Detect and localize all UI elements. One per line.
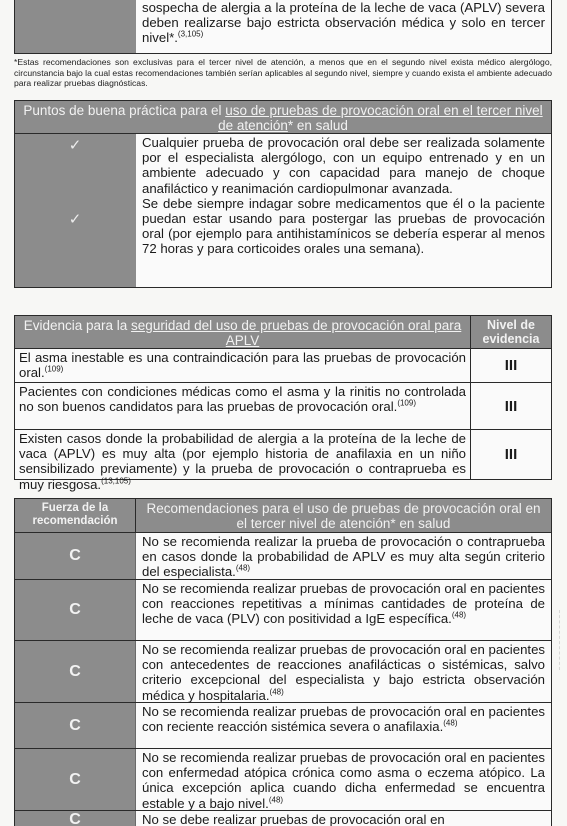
evidence-header [15, 316, 470, 348]
grade-cell: C [15, 641, 136, 702]
grade-cell: C [15, 580, 136, 640]
recommendation-row [15, 810, 551, 826]
recommendation-text [136, 0, 551, 53]
recommendations-table [14, 498, 552, 826]
grade-cell: C [15, 811, 136, 826]
check-icon: ✓ [68, 137, 82, 154]
recommendation-body: No se recomienda realizar pruebas de provocación oral en pacientes con antecedentes de reacciones anafilácticas o sistémicas, salvo criterio excepcional del especialista y bajo estricta observación médica y hospitalaria. [142, 642, 545, 703]
recommendation-text [136, 749, 551, 810]
check-icon: ✓ [68, 211, 82, 228]
recommendation-body: sospecha de alergia a la proteína de la leche de vaca (APLV) severa deben realizarse bajo estricta observación médica y solo en tercer nivel*. [142, 0, 545, 46]
evidence-row [15, 382, 551, 429]
evidence-text [15, 349, 470, 382]
level-header: Nivel de evidencia [470, 316, 551, 348]
good-practice-header [15, 101, 551, 133]
evidence-table [14, 315, 552, 492]
evidence-level: III [470, 383, 551, 429]
evidence-row [15, 429, 551, 492]
evidence-row [15, 348, 551, 382]
reference: (48) [269, 687, 284, 697]
header-text: Puntos de buena práctica para el [23, 103, 226, 118]
recommendation-body: No se recomienda realizar pruebas de provocación oral en pacientes con enfermedad atópica crónica como asma o eczema atópico. La única excepción aplica cuando dicha enfermedad se encuentra estable y a bajo nivel. [142, 750, 545, 811]
recommendation-body: No se recomienda realizar pruebas de provocación oral en pacientes con reciente reacción sistémica severa o anafilaxia. [142, 704, 545, 735]
header-underlined: uso de pruebas de provocación oral en el tercer nivel de atención [218, 103, 543, 133]
grade-cell [15, 0, 136, 53]
reference: (109) [44, 364, 64, 374]
good-practice-texts [136, 134, 551, 287]
recommendation-text [136, 533, 551, 579]
reference: (13,105) [101, 476, 131, 486]
header-underlined: seguridad del uso de pruebas de provocación oral para APLV [131, 318, 462, 348]
evidence-body: Existen casos donde la probabilidad de alergia a la proteína de la leche de vaca (APLV) es muy alta (por ejemplo historia de anafilaxia en un niño sensibilizado previamente) y la prueba de provocación o contraprueba es muy riesgosa. [19, 431, 466, 492]
reference: (48) [235, 564, 251, 574]
footnote: *Estas recomendaciones son exclusivas para el tercer nivel de atención, a menos que en el segundo nivel exista médico alergólogo, circunstancia bajo la cual estas recomendaciones también serían aplicables al segundo nivel, siempre y cuando exista el ambiente adecuado para realizar pruebas diagnósticas. [14, 57, 552, 88]
recommendation-row [15, 532, 551, 579]
grade-cell: C [15, 749, 136, 810]
recommendation-text [136, 580, 551, 640]
evidence-text [15, 430, 470, 492]
evidence-text [15, 383, 470, 429]
recommendation-body: No se recomienda realizar la prueba de provocación o contraprueba en casos donde la probabilidad de APLV es muy alta según criterio del especialista. [142, 534, 545, 580]
recommendation-row [15, 579, 551, 640]
recommendation-body: No se recomienda realizar pruebas de provocación oral en pacientes con reacciones repetitivas a mínimas cantidades de proteína de leche de vaca (PLV) con positividad a IgE específica. [142, 581, 545, 627]
recommendation-text: No se debe realizar pruebas de provocación oral en [142, 812, 445, 826]
reference: (48) [268, 795, 284, 805]
grade-cell: C [15, 533, 136, 579]
check-column [15, 134, 136, 287]
good-practice-item: Cualquier prueba de provocación oral debe ser realizada solamente por el especialista alergólogo, con un equipo entrenado y en un ambiente adecuado y con capacidad para manejo de choque anafiláctico y reanimación cardiopulmonar avanzada. [142, 135, 545, 196]
evidence-body: El asma inestable es una contraindicación para las pruebas de provocación oral. [19, 350, 466, 381]
evidence-body: Pacientes con condiciones médicas como el asma y la rinitis no controlada no son buenos candidatos para las pruebas de provocación oral. [19, 384, 466, 415]
reference: (48) [451, 611, 467, 621]
evidence-header-row [15, 316, 551, 348]
strength-header: Fuerza de la recomendación [15, 499, 136, 532]
evidence-level: III [470, 349, 551, 382]
header-suffix: * en salud [287, 118, 348, 133]
previous-table-fragment [14, 0, 552, 54]
good-practice-item: Se debe siempre indagar sobre medicamentos que él o la paciente puedan estar usando para postergar las pruebas de provocación oral (por ejemplo para antihistamínicos se debería esperar al menos 72 horas y para corticoides orales una semana). [142, 195, 545, 257]
good-practice-table [14, 100, 552, 288]
scan-edge-mark [559, 610, 567, 670]
reference: (48) [443, 718, 458, 728]
recommendation-row [15, 702, 551, 748]
recommendation-text [136, 641, 551, 702]
grade-cell: C [15, 703, 136, 748]
recommendations-header: Recomendaciones para el uso de pruebas de provocación oral en el tercer nivel de atención* en salud [146, 501, 541, 531]
recommendations-header-row [15, 499, 551, 532]
recommendation-row [15, 748, 551, 810]
good-practice-body [15, 133, 551, 287]
evidence-level: III [470, 430, 551, 479]
reference: (109) [397, 398, 416, 408]
recommendation-row [15, 640, 551, 702]
recommendation-text [136, 703, 551, 748]
header-text: Evidencia para la [23, 318, 132, 333]
reference: (3,105) [177, 30, 204, 40]
